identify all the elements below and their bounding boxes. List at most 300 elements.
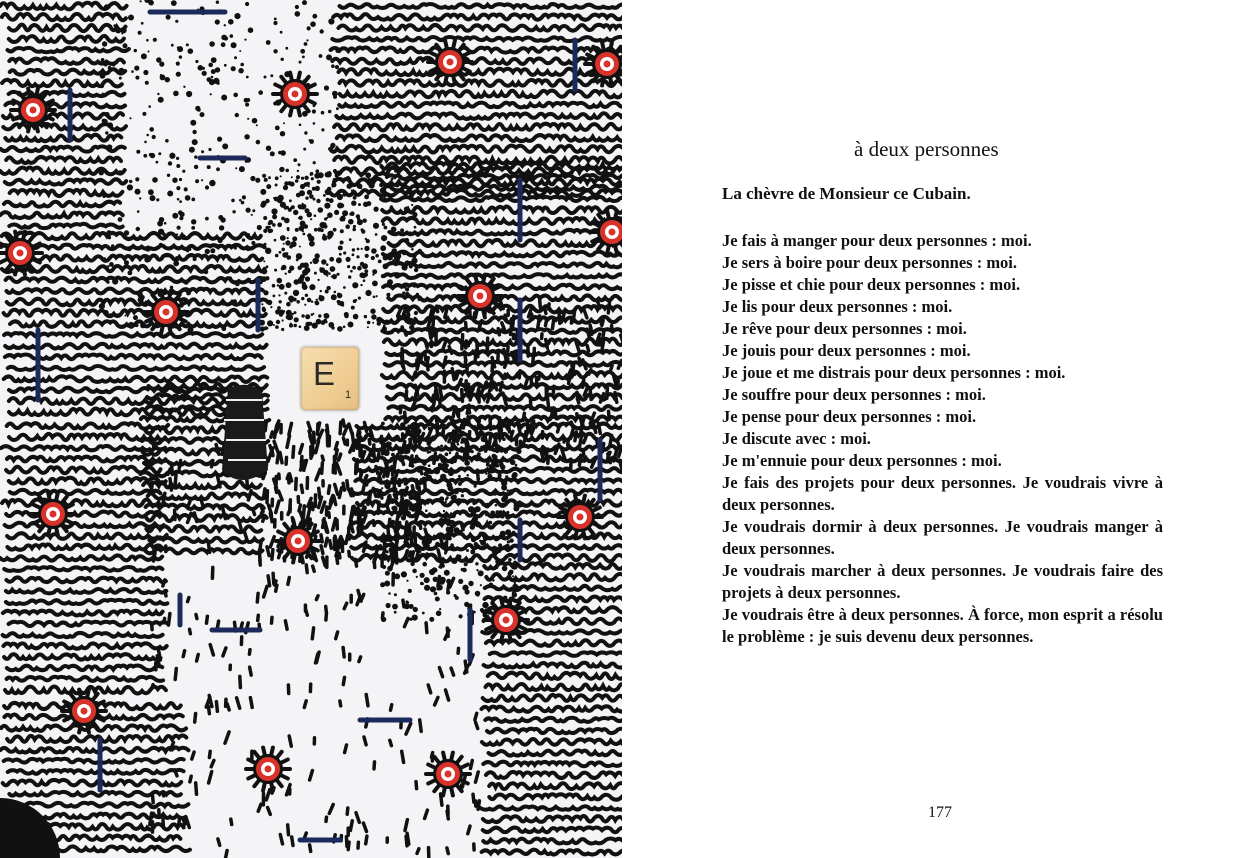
ink-dot [500, 514, 505, 519]
ink-dot [353, 225, 356, 228]
ink-dash [339, 454, 341, 460]
ink-dot [176, 186, 180, 190]
ink-dash [270, 513, 271, 517]
ink-dash [612, 326, 613, 332]
ink-dash [168, 469, 170, 474]
ink-dot [343, 251, 346, 254]
ink-dot [142, 112, 146, 116]
ink-dot [135, 177, 139, 181]
ink-dot [171, 153, 173, 155]
ink-dash [579, 455, 580, 465]
ink-dot [514, 579, 517, 582]
ink-dot [211, 57, 217, 63]
ink-dot [364, 246, 369, 251]
ink-dot [195, 179, 199, 183]
ink-dot [392, 249, 397, 254]
ink-dash [163, 493, 165, 503]
ink-dot [210, 248, 215, 253]
ink-dot [205, 185, 209, 189]
ink-dot [261, 201, 267, 207]
target-center [163, 309, 170, 316]
ink-dot [316, 319, 322, 325]
ink-dot [276, 320, 280, 324]
ink-dot [301, 297, 304, 300]
ink-dot [176, 164, 180, 168]
ink-dot [293, 210, 298, 215]
ink-dash [504, 350, 506, 360]
ink-dot [380, 187, 386, 193]
ink-dash [169, 614, 170, 626]
ink-dash [582, 433, 583, 437]
ink-dot [220, 217, 225, 222]
ink-dot [245, 2, 249, 6]
ink-dot [246, 208, 251, 213]
ink-dot [117, 313, 120, 316]
ink-dot [264, 76, 267, 79]
ink-dash [420, 523, 421, 528]
ink-dash [263, 474, 265, 479]
ink-dot [295, 228, 299, 232]
ink-dot [99, 303, 105, 309]
ink-dot [485, 514, 487, 516]
ink-dash [261, 507, 263, 511]
ink-dot [495, 504, 498, 507]
ink-dot [135, 323, 139, 327]
ink-dot [136, 150, 140, 154]
ink-dot [465, 589, 470, 594]
target-center [295, 538, 302, 545]
ink-dash [410, 530, 412, 538]
ink-dash [310, 845, 311, 852]
ink-dot [484, 491, 487, 494]
ink-dot [243, 321, 246, 324]
ink-dot [184, 187, 188, 191]
ink-dot [390, 542, 394, 546]
ink-dot [273, 197, 275, 199]
ink-dot [293, 158, 297, 162]
ink-dot [323, 224, 327, 228]
ink-dot [512, 575, 514, 577]
ink-dot [497, 427, 503, 433]
ink-dot [416, 274, 420, 278]
ink-dot [422, 461, 427, 466]
ink-dot [109, 313, 113, 317]
ink-dot [176, 73, 178, 75]
ink-dot [215, 19, 220, 24]
ink-dot [279, 167, 284, 172]
ink-dash [209, 751, 210, 757]
ink-dash [313, 566, 315, 571]
ink-dot [284, 292, 287, 295]
ink-dash [478, 470, 479, 479]
ink-dot [395, 183, 400, 188]
ink-dot [405, 541, 410, 546]
ink-dot [373, 296, 376, 299]
target-center [50, 511, 57, 518]
ink-dash [157, 656, 159, 664]
ink-dot [405, 292, 409, 296]
ink-dot [445, 512, 448, 515]
ink-dot [217, 137, 222, 142]
ink-dash [462, 390, 463, 402]
ink-dot [512, 584, 518, 590]
ink-dot [261, 268, 267, 274]
ink-dot [353, 196, 357, 200]
ink-dot [165, 77, 170, 82]
ink-dash [546, 319, 547, 326]
ink-dash [378, 453, 379, 460]
ink-dot [392, 259, 395, 262]
ink-dot [272, 284, 276, 288]
ink-dot [388, 538, 393, 543]
ink-dash [571, 430, 573, 439]
text-page [622, 0, 1246, 858]
ink-dot [466, 474, 469, 477]
ink-dot [326, 54, 332, 60]
ink-dot [210, 93, 212, 95]
ink-dot [260, 189, 266, 195]
ink-dash [373, 521, 374, 526]
ink-dash [440, 455, 442, 461]
ink-dash [467, 384, 469, 393]
ink-dash [289, 736, 291, 746]
ink-dot [239, 199, 242, 202]
ink-dot [450, 479, 453, 482]
ink-dot [158, 271, 161, 274]
ink-dash [477, 345, 478, 352]
ink-dash [218, 839, 220, 845]
ink-dash [401, 456, 404, 464]
ink-dash [426, 344, 427, 348]
ink-dot [279, 300, 282, 303]
ink-dot [334, 291, 337, 294]
ink-dot [159, 217, 164, 222]
ink-dot [460, 423, 465, 428]
ink-dot [479, 540, 482, 543]
ink-dot [464, 460, 470, 466]
ink-dot [277, 278, 283, 284]
ink-dot [134, 66, 139, 71]
ink-dot [507, 540, 510, 543]
ink-dash [464, 343, 465, 348]
ink-dot [240, 63, 244, 67]
ink-dot [442, 459, 446, 463]
ink-dot [319, 295, 321, 297]
ink-dot [467, 424, 469, 426]
ink-dot [512, 591, 516, 595]
ink-dash [360, 445, 362, 455]
ink-dot [455, 429, 459, 433]
ink-dot [172, 213, 178, 219]
ink-dot [324, 314, 326, 316]
ink-dot [177, 198, 180, 201]
ink-dot [118, 16, 122, 20]
ink-dot [279, 310, 285, 316]
ink-dot [264, 178, 268, 182]
ink-dot [301, 314, 304, 317]
ink-dot [297, 170, 299, 172]
ink-dash [343, 483, 344, 490]
ink-dot [464, 562, 468, 566]
ink-dot [394, 611, 397, 614]
ink-dash [207, 616, 208, 623]
ink-dot [365, 172, 371, 178]
ink-dot [445, 452, 449, 456]
ink-dash [580, 417, 581, 423]
ink-dot [278, 294, 280, 296]
ink-dot [473, 611, 476, 614]
ink-dot [434, 456, 439, 461]
ink-dot [386, 550, 389, 553]
poem-line: Je rêve pour deux personnes : moi. [722, 319, 967, 338]
ink-dot [382, 565, 386, 569]
ink-dot [319, 54, 323, 58]
ink-dot [394, 522, 396, 524]
ink-dash [343, 677, 344, 684]
ink-dot [453, 489, 459, 495]
ink-dot [477, 452, 481, 456]
ink-dash [280, 453, 282, 463]
ink-dot [466, 536, 469, 539]
ink-dot [388, 592, 391, 595]
ink-dot [191, 198, 195, 202]
ink-dash [526, 379, 528, 385]
target-center [609, 229, 616, 236]
ink-dot [428, 427, 432, 431]
ink-dot [168, 161, 172, 165]
ink-dot [192, 139, 198, 145]
ink-dot [439, 608, 441, 610]
ink-dot [402, 284, 406, 288]
ink-dot [421, 477, 426, 482]
ink-dash [183, 651, 184, 657]
ink-dot [162, 232, 166, 236]
ink-dot [341, 178, 344, 181]
ink-dash [365, 423, 367, 432]
ink-dot [444, 570, 450, 576]
ink-dot [120, 27, 126, 33]
ink-dot [304, 42, 308, 46]
ink-dot [241, 201, 245, 205]
ink-dash [552, 408, 553, 414]
ink-dash [471, 760, 473, 768]
ink-dash [411, 462, 412, 466]
ink-dash [475, 713, 477, 720]
ink-dot [462, 478, 465, 481]
ink-dot [179, 216, 183, 220]
ink-dot [351, 306, 355, 310]
ink-dot [314, 228, 318, 232]
target-center [17, 250, 24, 257]
ink-dash [312, 628, 313, 639]
ink-dash [518, 425, 520, 435]
ink-dot [506, 511, 509, 514]
ink-dot [310, 174, 312, 176]
ink-dot [386, 473, 389, 476]
ink-dot [411, 204, 413, 206]
ink-dot [228, 276, 232, 280]
ink-dash [152, 482, 153, 489]
ink-dot [459, 614, 463, 618]
ink-dot [192, 130, 196, 134]
ink-dot [474, 485, 477, 488]
ink-dot [335, 174, 339, 178]
ink-dot [314, 301, 316, 303]
ink-dash [369, 440, 370, 444]
ink-dot [324, 217, 327, 220]
ink-dot [454, 527, 460, 533]
ink-dot [438, 566, 441, 569]
ink-dot [451, 490, 453, 492]
ink-dot [384, 320, 389, 325]
ink-dot [179, 200, 182, 203]
ink-dot [459, 447, 465, 453]
ink-dash [374, 762, 375, 769]
ink-dot [440, 433, 443, 436]
ink-dot [483, 613, 488, 618]
ink-dot [409, 243, 413, 247]
ink-dot [501, 480, 507, 486]
ink-dash [261, 513, 262, 517]
ink-dot [366, 239, 370, 243]
ink-dash [607, 388, 608, 399]
ink-dot [490, 511, 495, 516]
ink-dot [376, 295, 378, 297]
poem-line: Je souffre pour deux personnes : moi. [722, 385, 986, 404]
ink-dot [422, 562, 427, 567]
ink-dot [335, 65, 339, 69]
ink-dot [329, 198, 334, 203]
ink-dash [353, 508, 354, 512]
ink-dot [335, 48, 340, 53]
ink-dot [159, 62, 164, 67]
ink-dot [424, 577, 430, 583]
ink-dash [487, 398, 489, 403]
ink-dot [488, 521, 492, 525]
ink-dot [425, 509, 428, 512]
ink-dot [362, 178, 364, 180]
ink-dot [445, 501, 447, 503]
ink-dot [280, 235, 286, 241]
ink-dot [326, 263, 329, 266]
ink-dash [318, 423, 320, 431]
ink-dash [364, 737, 366, 745]
ink-dot [293, 298, 297, 302]
ink-dash [349, 551, 350, 556]
ink-dot [331, 326, 334, 329]
ink-dot [434, 468, 440, 474]
ink-dot [231, 199, 235, 203]
ink-dot [202, 71, 207, 76]
ink-dot [475, 518, 478, 521]
ink-dot [498, 433, 504, 439]
ink-dot [191, 219, 196, 224]
ink-dot [496, 566, 499, 569]
ink-dash [301, 462, 302, 468]
ink-dot [208, 148, 211, 151]
ink-dash [466, 323, 467, 330]
ink-dot [224, 36, 228, 40]
ink-dot [484, 503, 490, 509]
ink-dash [267, 547, 269, 556]
ink-dot [348, 322, 354, 328]
ink-dot [405, 318, 411, 324]
ink-dot [352, 248, 355, 251]
ink-dash [498, 329, 499, 335]
ink-dot [377, 321, 381, 325]
ink-dot [372, 322, 374, 324]
ink-dot [505, 418, 511, 424]
ink-dash [477, 387, 479, 396]
ink-dash [590, 388, 591, 400]
ink-dash [440, 389, 442, 400]
ink-dot [106, 280, 109, 283]
ink-illustration [0, 0, 622, 858]
ink-dot [274, 18, 277, 21]
target-center [477, 293, 484, 300]
ink-dot [350, 211, 355, 216]
ink-dot [184, 287, 189, 292]
ink-dot [143, 70, 148, 75]
ink-dot [334, 210, 339, 215]
ink-dot [475, 506, 481, 512]
ink-dot [282, 319, 284, 321]
ink-dash [373, 488, 376, 496]
ink-dot [292, 236, 297, 241]
ink-dot [375, 233, 378, 236]
ink-dot [408, 179, 410, 181]
ink-dot [274, 269, 277, 272]
ink-dash [438, 550, 440, 559]
ink-dot [394, 272, 400, 278]
ink-dot [285, 47, 288, 50]
ink-dash [451, 668, 454, 675]
ink-dash [306, 565, 307, 573]
ink-dash [549, 304, 550, 309]
ink-dot [405, 429, 411, 435]
ink-dot [159, 243, 163, 247]
ink-dot [260, 326, 265, 331]
ink-dot [251, 214, 253, 216]
ink-dot [287, 316, 291, 320]
ink-dot [281, 248, 285, 252]
ink-dash [188, 501, 191, 507]
ink-dot [272, 214, 277, 219]
ink-dash [288, 578, 289, 585]
ink-dot [348, 275, 351, 278]
ink-dot [304, 131, 307, 134]
ink-dot [500, 503, 505, 508]
ink-dot [479, 482, 482, 485]
ink-dot [360, 284, 362, 286]
ink-dash [453, 432, 455, 438]
ink-dot [343, 326, 346, 329]
ink-dot [310, 218, 312, 220]
ink-dot [305, 276, 310, 281]
ink-dot [288, 270, 292, 274]
page-number: 177 [928, 804, 952, 821]
ink-dash [271, 432, 273, 437]
poem-line: Je m'ennuie pour deux personnes : moi. [722, 451, 1002, 470]
ink-dot [328, 272, 331, 275]
ink-dash [584, 438, 586, 443]
ink-dot [404, 481, 408, 485]
ink-dot [289, 324, 293, 328]
ink-dot [409, 325, 414, 330]
ink-dot [277, 195, 283, 201]
ink-dot [441, 535, 444, 538]
ink-dash [426, 623, 427, 633]
